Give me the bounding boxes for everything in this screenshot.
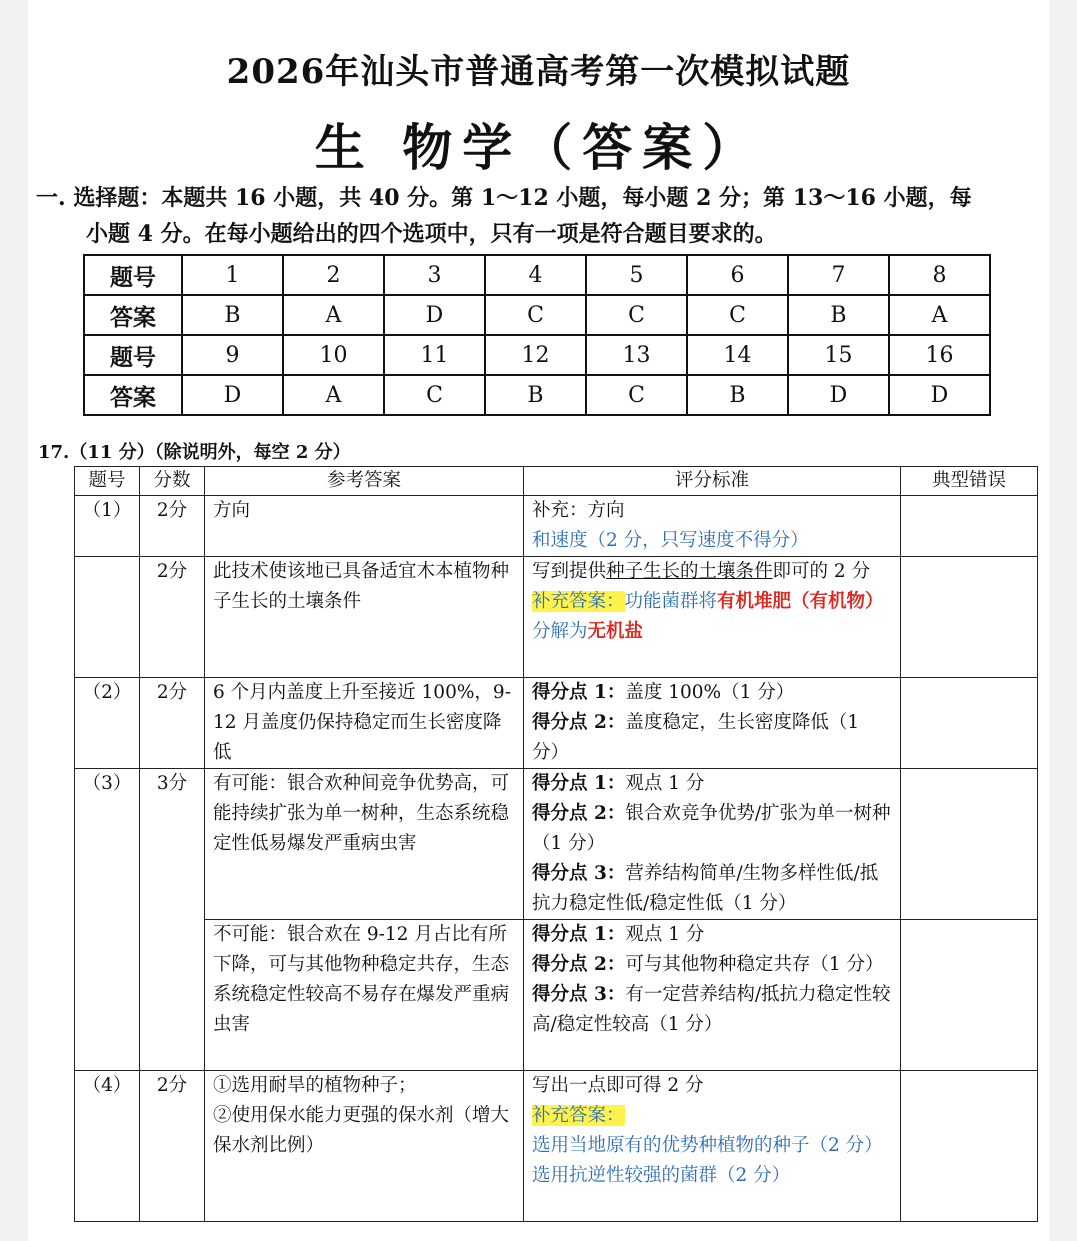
typical-error-cell	[901, 1071, 1038, 1222]
grading-standard	[524, 920, 901, 1071]
grading-text: 写出一点即可得 2 分	[532, 1075, 704, 1096]
grading-text: 补充：方向	[532, 500, 625, 521]
table-cell: 1	[182, 255, 283, 295]
score-point-text: 观点 1 分	[625, 924, 705, 945]
table-cell: 14	[687, 335, 788, 375]
score-point-text: 银合欢竞争优势/扩张为单一树种（1 分）	[532, 803, 891, 854]
score-point-text: 盖度 100%（1 分）	[625, 682, 795, 703]
reference-answer: 6 个月内盖度上升至接近 100%，9-12 月盖度仍保持稳定而生长密度降低	[205, 678, 524, 769]
table-cell: 12	[485, 335, 586, 375]
score-point-text: 有一定营养结构/抵抗力稳定性较高/稳定性较高（1 分）	[532, 984, 891, 1035]
table-cell: B	[485, 375, 586, 415]
table-cell: 9	[182, 335, 283, 375]
table-cell: 15	[788, 335, 889, 375]
question-number: （4）	[75, 1071, 140, 1222]
table-row	[84, 335, 990, 375]
score-point-text: 盖度稳定，生长密度降低（1 分）	[532, 712, 860, 763]
right-margin	[1049, 0, 1077, 1241]
score-cell: 2分	[140, 496, 205, 557]
table-row	[84, 255, 990, 295]
typical-error-cell	[901, 769, 1038, 920]
question-number	[75, 557, 140, 678]
typical-error-cell	[901, 678, 1038, 769]
grading-text: 即可的 2 分	[772, 561, 871, 582]
table-cell: D	[788, 375, 889, 415]
typical-error-cell	[901, 557, 1038, 678]
grading-key-phrase: 种子生长的土壤条件	[606, 561, 773, 582]
answer-line: ②使用保水能力更强的保水剂（增大保水剂比例）	[213, 1105, 510, 1156]
supplement-label: 补充答案：	[532, 591, 625, 612]
header-cell: 题号	[84, 255, 182, 295]
grading-standard	[524, 557, 901, 678]
table-cell: 8	[889, 255, 990, 295]
supplement-label: 补充答案：	[532, 1105, 625, 1126]
score-cell: 2分	[140, 557, 205, 678]
score-point-label: 得分点 2：	[532, 803, 626, 824]
header-cell: 参考答案	[205, 467, 524, 496]
score-point-label: 得分点 3：	[532, 984, 626, 1005]
table-row	[84, 375, 990, 415]
header-cell: 答案	[84, 295, 182, 335]
table-cell: B	[788, 295, 889, 335]
table-cell: 16	[889, 335, 990, 375]
score-point-label: 得分点 2：	[532, 954, 626, 975]
grading-standard	[524, 1071, 901, 1222]
page-subtitle: 生 物学（答案）	[314, 118, 763, 177]
supplement-text: 选用当地原有的优势种植物的种子（2 分）	[532, 1135, 883, 1156]
table-row	[75, 1071, 1038, 1222]
table-cell: B	[182, 295, 283, 335]
reference-answer	[205, 1071, 524, 1222]
grading-standard	[524, 678, 901, 769]
table-row	[75, 557, 1038, 678]
header-cell: 答案	[84, 375, 182, 415]
table-cell: 10	[283, 335, 384, 375]
reference-answer: 有可能：银合欢种间竞争优势高，可能持续扩张为单一树种，生态系统稳定性低易爆发严重病虫害	[205, 769, 524, 920]
table-cell: A	[889, 295, 990, 335]
page-title: 2026年汕头市普通高考第一次模拟试题	[226, 52, 851, 92]
score-cell: 2分	[140, 678, 205, 769]
question-number: （1）	[75, 496, 140, 557]
table-cell: 5	[586, 255, 687, 295]
answer-line: ①选用耐旱的植物种子；	[213, 1075, 417, 1096]
score-point-label: 得分点 2：	[532, 712, 626, 733]
table-cell: C	[485, 295, 586, 335]
table-cell: D	[182, 375, 283, 415]
score-point-text: 营养结构简单/生物多样性低/抵抗力稳定性低/稳定性低（1 分）	[532, 863, 879, 914]
table-cell: C	[586, 375, 687, 415]
section-1-instructions	[36, 180, 1046, 252]
supplement-text: 选用抗逆性较强的菌群（2 分）	[532, 1165, 791, 1186]
typical-error-cell	[901, 496, 1038, 557]
table-cell: 3	[384, 255, 485, 295]
table-cell: A	[283, 295, 384, 335]
score-point-label: 得分点 1：	[532, 924, 626, 945]
header-cell: 题号	[84, 335, 182, 375]
table-cell: A	[283, 375, 384, 415]
question-number: （3）	[75, 769, 140, 1071]
reference-answer: 此技术使该地已具备适宜木本植物种子生长的土壤条件	[205, 557, 524, 678]
multiple-choice-answer-table	[83, 254, 991, 416]
header-cell: 题号	[75, 467, 140, 496]
score-cell: 2分	[140, 1071, 205, 1222]
table-row	[75, 769, 1038, 920]
table-cell: B	[687, 375, 788, 415]
table-row	[75, 678, 1038, 769]
table-cell: 2	[283, 255, 384, 295]
table-cell: C	[687, 295, 788, 335]
table-row	[84, 295, 990, 335]
table-cell: 6	[687, 255, 788, 295]
table-cell: 11	[384, 335, 485, 375]
header-cell: 典型错误	[901, 467, 1038, 496]
supplement-keyword: 无机盐	[587, 621, 644, 642]
table-cell: C	[586, 295, 687, 335]
table-cell: D	[889, 375, 990, 415]
score-point-text: 观点 1 分	[625, 773, 705, 794]
supplement-text: 和速度（2 分，只写速度不得分）	[532, 530, 809, 551]
table-cell: 7	[788, 255, 889, 295]
score-cell: 3分	[140, 769, 205, 1071]
table-header-row	[75, 467, 1038, 496]
grading-text: 写到提供	[532, 561, 607, 582]
section-1-line-2: 小题 4 分。在每小题给出的四个选项中，只有一项是符合题目要求的。	[86, 221, 777, 247]
grading-standard	[524, 496, 901, 557]
supplement-text: 功能菌群将	[624, 591, 718, 612]
typical-error-cell	[901, 920, 1038, 1071]
score-point-label: 得分点 1：	[532, 773, 626, 794]
table-cell: C	[384, 375, 485, 415]
table-cell: 13	[586, 335, 687, 375]
grading-standard	[524, 769, 901, 920]
table-row	[75, 920, 1038, 1071]
table-row	[75, 496, 1038, 557]
header-cell: 分数	[140, 467, 205, 496]
question-17-answer-table	[74, 466, 1038, 1222]
question-17-heading: 17.（11 分）（除说明外，每空 2 分）	[38, 442, 351, 463]
score-point-text: 可与其他物种稳定共存（1 分）	[625, 954, 884, 975]
reference-answer: 不可能：银合欢在 9-12 月占比有所下降，可与其他物种稳定共存，生态系统稳定性较高不易存在爆发严重病虫害	[205, 920, 524, 1071]
supplement-text: 分解为	[532, 621, 588, 642]
header-cell: 评分标准	[524, 467, 901, 496]
reference-answer: 方向	[205, 496, 524, 557]
score-point-label: 得分点 3：	[532, 863, 626, 884]
left-margin	[0, 0, 28, 1241]
table-cell: D	[384, 295, 485, 335]
section-1-line-1: 一. 选择题：本题共 16 小题，共 40 分。第 1～12 小题，每小题 2 分；第 13～16 小题，每	[36, 185, 972, 211]
table-cell: 4	[485, 255, 586, 295]
score-point-label: 得分点 1：	[532, 682, 626, 703]
question-number: （2）	[75, 678, 140, 769]
supplement-keyword: 有机堆肥（有机物）	[717, 591, 884, 612]
